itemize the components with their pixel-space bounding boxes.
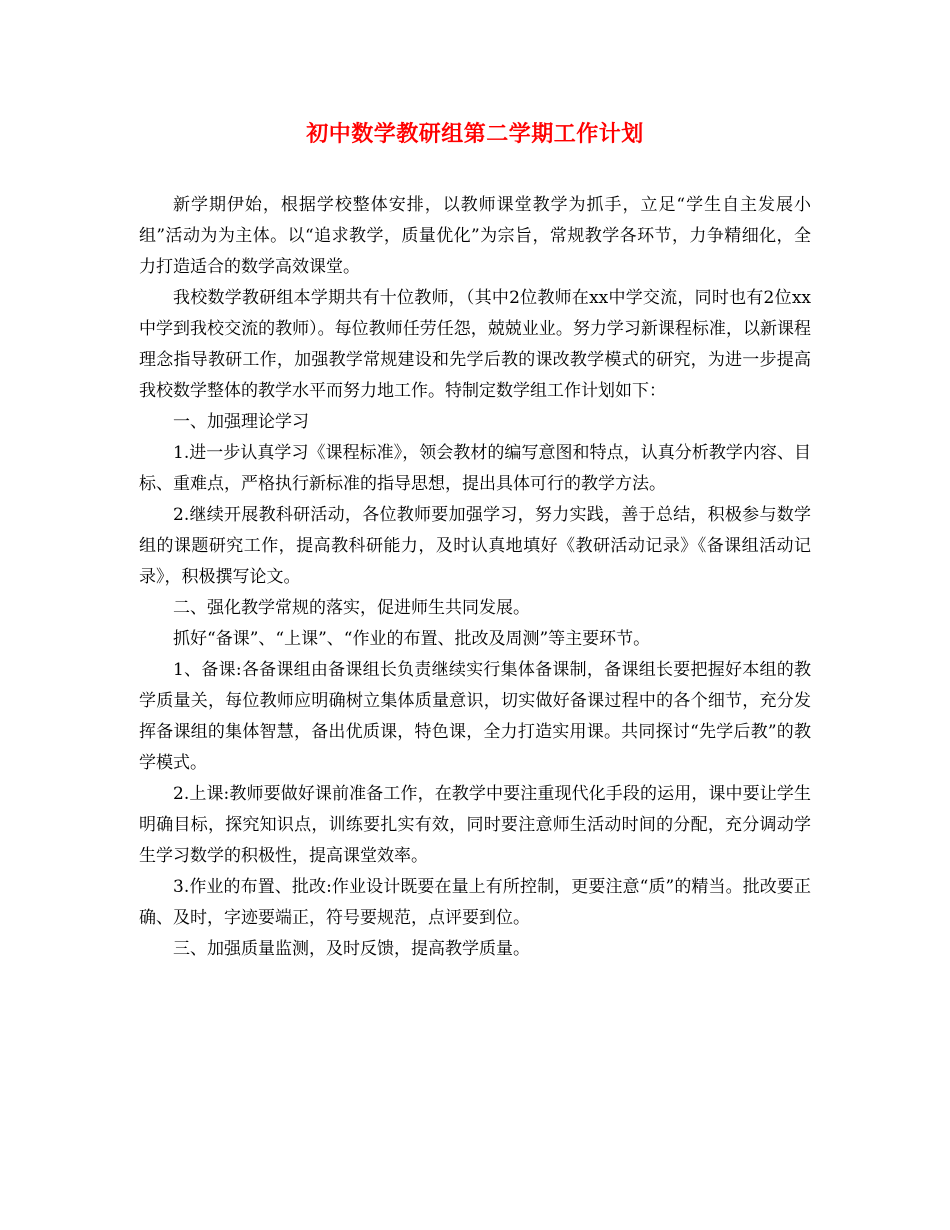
section-heading: 一、加强理论学习 <box>173 412 309 432</box>
document-body <box>139 190 811 965</box>
section-heading: 二、强化教学常规的落实，促进师生共同发展。 <box>173 598 530 618</box>
paragraph: 2.继续开展教科研活动，各位教师要加强学习，努力实践，善于总结，积极参与数学组的课题研究工作，提高教科研能力，及时认真地填好《教研活动记录》《备课组活动记录》，积极撰写论文。 <box>139 505 811 587</box>
paragraph: 1.进一步认真学习《课程标准》，领会教材的编写意图和特点，认真分析教学内容、目标、重难点，严格执行新标准的指导思想，提出具体可行的教学方法。 <box>139 443 811 494</box>
paragraph: 3.作业的布置、批改:作业设计既要在量上有所控制，更要注意“质”的精当。批改要正确、及时，字迹要端正，符号要规范，点评要到位。 <box>139 877 811 928</box>
paragraph: 新学期伊始，根据学校整体安排，以教师课堂教学为抓手，立足“学生自主发展小组”活动为为主体。以“追求教学，质量优化”为宗旨，常规教学各环节，力争精细化，全力打造适合的数学高效课堂。 <box>139 195 811 277</box>
section-heading: 三、加强质量监测，及时反馈，提高教学质量。 <box>173 939 530 959</box>
paragraph: 1、备课:各备课组由备课组长负责继续实行集体备课制，备课组长要把握好本组的教学质量关，每位教师应明确树立集体质量意识，切实做好备课过程中的各个细节，充分发挥备课组的集体智慧，备出优质课，特色课，全力打造实用课。共同探讨“先学后教”的教学模式。 <box>139 660 811 773</box>
paragraph: 抓好“备课”、“上课”、“作业的布置、批改及周测”等主要环节。 <box>173 629 651 649</box>
paragraph: 2.上课:教师要做好课前准备工作，在教学中要注重现代化手段的运用，课中要让学生明确目标，探究知识点，训练要扎实有效，同时要注意师生活动时间的分配，充分调动学生学习数学的积极性，提高课堂效率。 <box>139 784 811 866</box>
document-title: 初中数学教研组第二学期工作计划 <box>306 121 644 147</box>
paragraph: 我校数学教研组本学期共有十位教师，（其中2位教师在xx中学交流，同时也有2位xx中学到我校交流的教师）。每位教师任劳任怨，兢兢业业。努力学习新课程标准，以新课程理念指导教研工作，加强教学常规建设和先学后教的课改教学模式的研究，为进一步提高我校数学整体的教学水平而努力地工作。特制定数学组工作计划如下： <box>139 288 811 401</box>
